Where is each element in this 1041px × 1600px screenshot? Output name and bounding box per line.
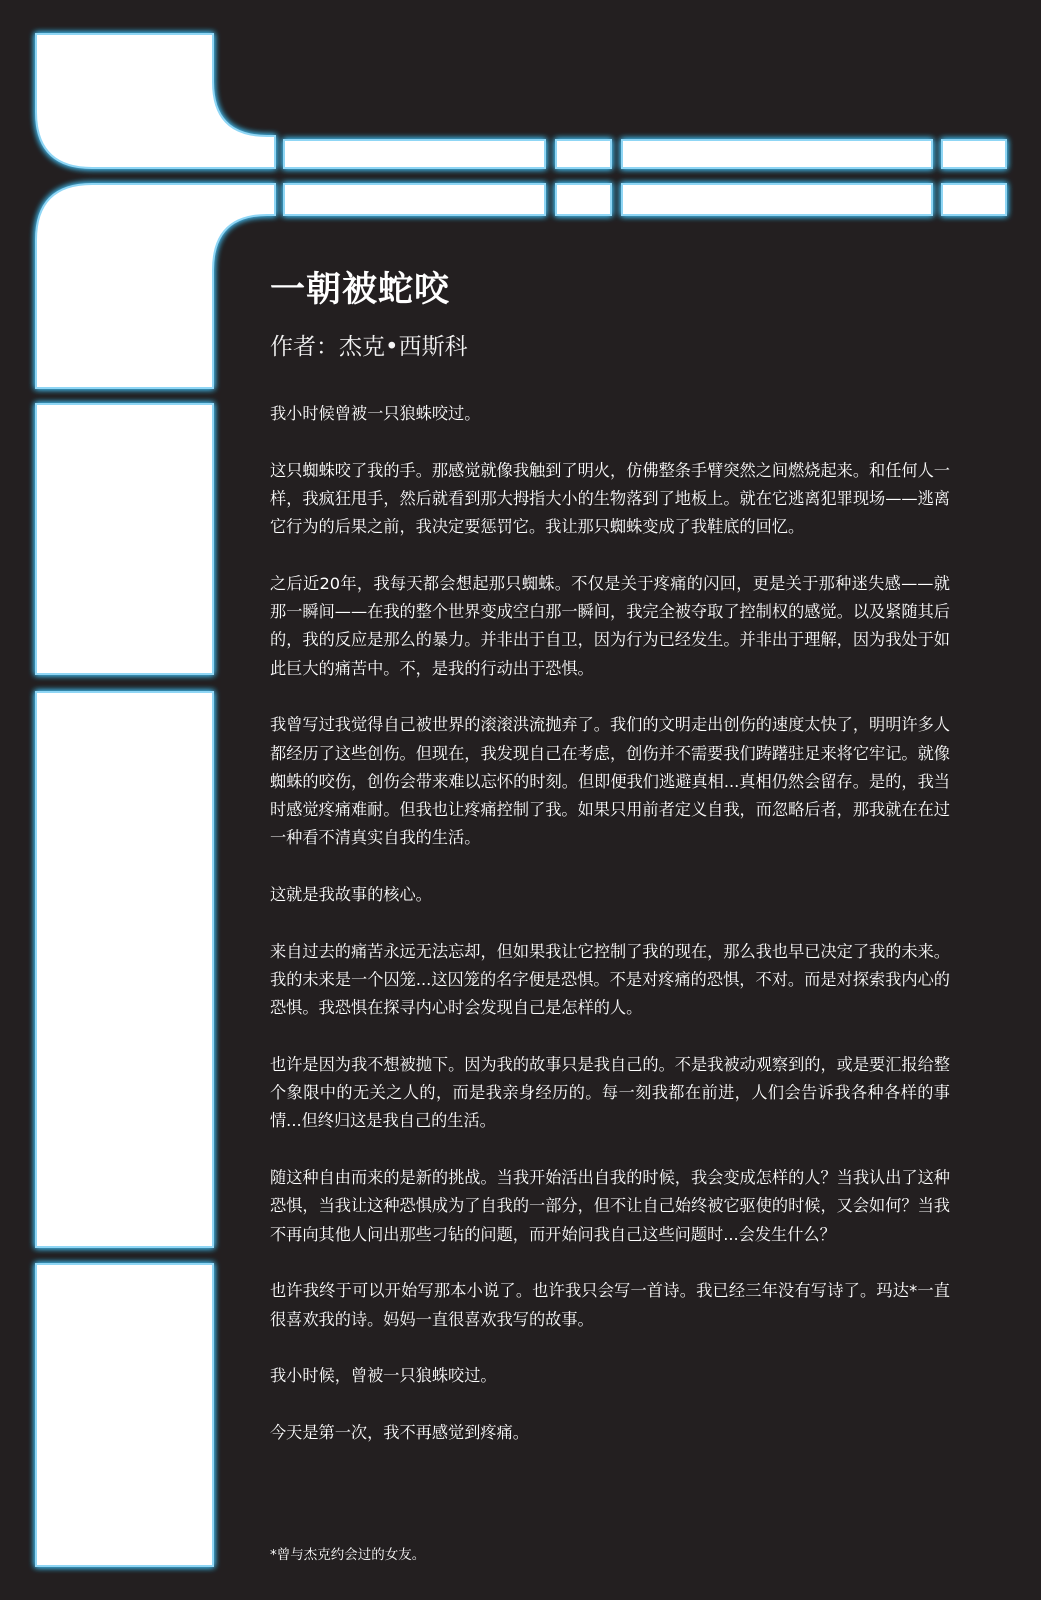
paragraph: 这只蜘蛛咬了我的手。那感觉就像我触到了明火，仿佛整条手臂突然之间燃烧起来。和任何人一样，我疯狂甩手，然后就看到那大拇指大小的生物落到了地板上。就在它逃离犯罪现场——逃离它行为的后果之前，我决定要惩罚它。我让那只蜘蛛变成了我鞋底的回忆。 [270,460,950,537]
top-bar-segment [942,140,1006,168]
paragraph: 之后近20年，我每天都会想起那只蜘蛛。不仅是关于疼痛的闪回，更是关于那种迷失感——就那一瞬间——在我的整个世界变成空白那一瞬间，我完全被夺取了控制权的感觉。以及紧随其后的，我的反应是那么的暴力。并非出于自卫，因为行为已经发生。并非出于理解，因为我处于如此巨大的痛苦中。不，是我的行动出于恐惧。 [270,573,950,678]
bottom-elbow-panel [36,184,275,388]
top-bar-segment [556,140,611,168]
paragraph: 也许我终于可以开始写那本小说了。也许我只会写一首诗。我已经三年没有写诗了。玛达*一直很喜欢我的诗。妈妈一直很喜欢我写的故事。 [270,1281,950,1329]
left-column-block [36,404,213,674]
article-author: 作者：杰克•西斯科 [270,334,468,360]
top-elbow-panel [36,34,275,168]
second-bar-segment [622,184,932,215]
left-column-block [36,1264,213,1566]
article-title: 一朝被蛇咬 [270,270,451,310]
second-bar-segment [284,184,545,215]
top-bar-segment [284,140,545,168]
paragraph: 我小时候曾被一只狼蛛咬过。 [270,404,481,423]
paragraph: 来自过去的痛苦永远无法忘却，但如果我让它控制了我的现在，那么我也早已决定了我的未来。我的未来是一个囚笼...这囚笼的名字便是恐惧。不是对疼痛的恐惧，不对。而是对探索我内心的恐惧。我恐惧在探寻内心时会发现自己是怎样的人。 [270,941,950,1018]
second-bar-segment [556,184,611,215]
paragraph: 今天是第一次，我不再感觉到疼痛。 [270,1422,529,1442]
footnote: *曾与杰克约会过的女友。 [270,1547,426,1563]
paragraph: 我曾写过我觉得自己被世界的滚滚洪流抛弃了。我们的文明走出创伤的速度太快了，明明许多人都经历了这些创伤。但现在，我发现自己在考虑，创伤并不需要我们踌躇驻足来将它牢记。就像蜘蛛的咬伤，创伤会带来难以忘怀的时刻。但即便我们逃避真相...真相仍然会留存。是的，我当时感觉疼痛难耐。但我也让疼痛控制了我。如果只用前者定义自我，而忽略后者，那我就在在过一种看不清真实自我的生活。 [270,715,950,848]
paragraph: 随这种自由而来的是新的挑战。当我开始活出自我的时候，我会变成怎样的人？当我认出了这种恐惧，当我让这种恐惧成为了自我的一部分，但不让自己始终被它驱使的时候，又会如何？当我不再向其他人问出那些刁钻的问题，而开始问我自己这些问题时...会发生什么？ [270,1168,950,1244]
top-bar-segment [622,140,932,168]
paragraph: 这就是我故事的核心。 [270,885,432,905]
left-column-block [36,692,213,1247]
paragraph: 我小时候，曾被一只狼蛛咬过。 [270,1366,497,1386]
article [270,268,950,1475]
second-bar-segment [942,184,1006,215]
paragraph: 也许是因为我不想被抛下。因为我的故事只是我自己的。不是我被动观察到的，或是要汇报给整个象限中的无关之人的，而是我亲身经历的。每一刻我都在前进，人们会告诉我各种各样的事情...但终归这是我自己的生活。 [270,1054,950,1131]
article-body [270,400,950,1447]
